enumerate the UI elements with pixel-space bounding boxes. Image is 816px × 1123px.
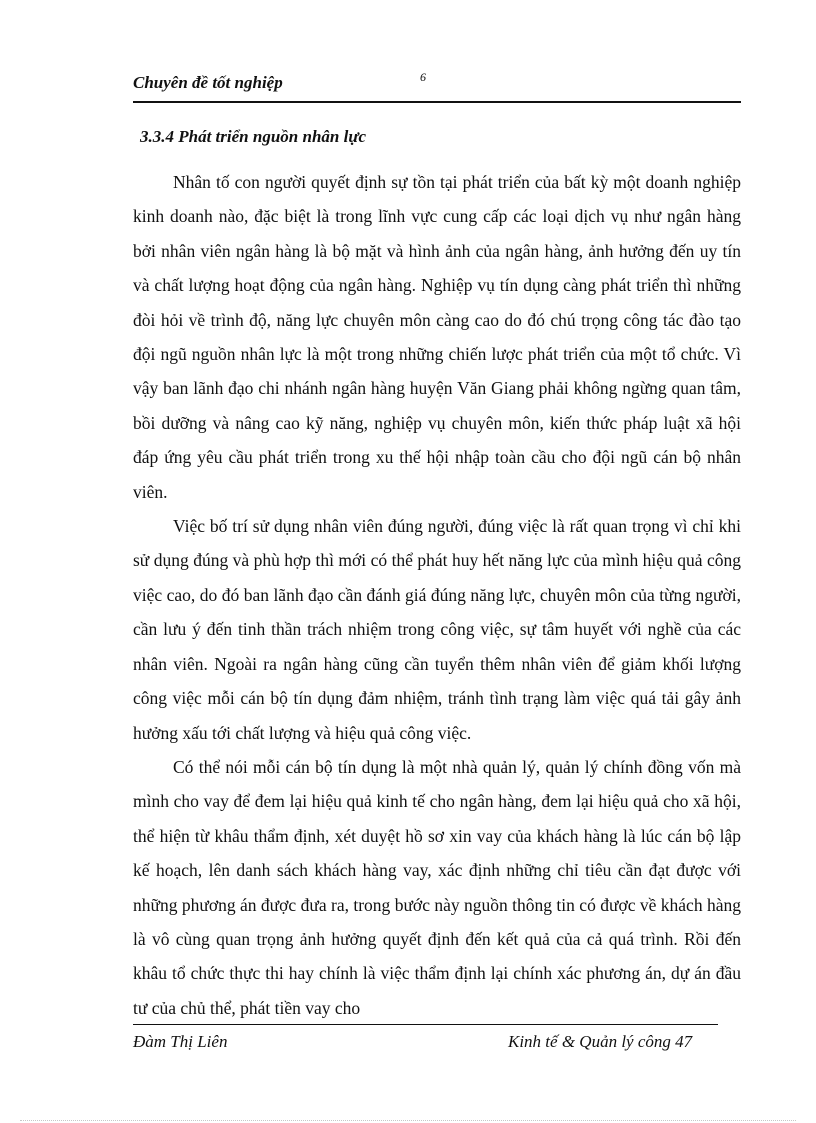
section-heading: 3.3.4 Phát triển nguồn nhân lực — [140, 127, 367, 146]
paragraph-2: Việc bố trí sử dụng nhân viên đúng người, đúng việc là rất quan trọng vì chỉ khi sử dụng đúng và phù hợp thì mới có thể phát huy hết năng lực của mình hiệu quả công việc cao, do đó ban lãnh đạo cần đánh giá đúng năng lực, chuyên môn của từng người, cần lưu ý đến tinh thần trách nhiệm trong công việc, sự tâm huyết với nghề của các nhân viên. Ngoài ra ngân hàng cũng cần tuyển thêm nhân viên để giảm khối lượng công việc mỗi cán bộ tín dụng đảm nhiệm, tránh tình trạng làm việc quá tải gây ảnh hưởng xấu tới chất lượng và hiệu quả công việc. — [133, 516, 741, 743]
document-title: Chuyên đề tốt nghiệp — [133, 73, 283, 92]
page-bottom-border — [20, 1120, 796, 1121]
page-header — [133, 72, 741, 102]
header-divider — [133, 101, 741, 103]
body-text — [133, 165, 741, 1025]
footer-divider — [133, 1024, 718, 1025]
paragraph-1: Nhân tố con người quyết định sự tồn tại phát triển của bất kỳ một doanh nghiệp kinh doanh nào, đặc biệt là trong lĩnh vực cung cấp các loại dịch vụ như ngân hàng bởi nhân viên ngân hàng là bộ mặt và hình ảnh của ngân hàng, ảnh hưởng đến uy tín và chất lượng hoạt động của ngân hàng. Nghiệp vụ tín dụng càng phát triển thì những đòi hỏi về trình độ, năng lực chuyên môn càng cao do đó chú trọng công tác đào tạo đội ngũ nguồn nhân lực là một trong những chiến lược phát triển của một tổ chức. Vì vậy ban lãnh đạo chi nhánh ngân hàng huyện Văn Giang phải không ngừng quan tâm, bồi dưỡng và nâng cao kỹ năng, nghiệp vụ chuyên môn, kiến thức pháp luật xã hội đáp ứng yêu cầu phát triển trong xu thế hội nhập toàn cầu cho đội ngũ cán bộ nhân viên. — [133, 172, 741, 502]
footer-class: Kinh tế & Quản lý công 47 — [508, 1032, 693, 1051]
paragraph-3: Có thể nói mỗi cán bộ tín dụng là một nhà quản lý, quản lý chính đồng vốn mà mình cho vay để đem lại hiệu quả kinh tế cho ngân hàng, đem lại hiệu quả cho xã hội, thể hiện từ khâu thẩm định, xét duyệt hồ sơ xin vay của khách hàng là lúc cán bộ lập kế hoạch, lên danh sách khách hàng vay, xác định những chỉ tiêu cần đạt được với những phương án được đưa ra, trong bước này nguồn thông tin có được về khách hàng là vô cùng quan trọng ảnh hưởng quyết định đến kết quả của cả quá trình. Rồi đến khâu tổ chức thực thi hay chính là việc thẩm định lại chính xác phương án, dự án đầu tư của chủ thể, phát tiền vay cho — [133, 756, 741, 1018]
footer-author: Đàm Thị Liên — [133, 1032, 228, 1051]
page-number: 6 — [420, 70, 426, 84]
